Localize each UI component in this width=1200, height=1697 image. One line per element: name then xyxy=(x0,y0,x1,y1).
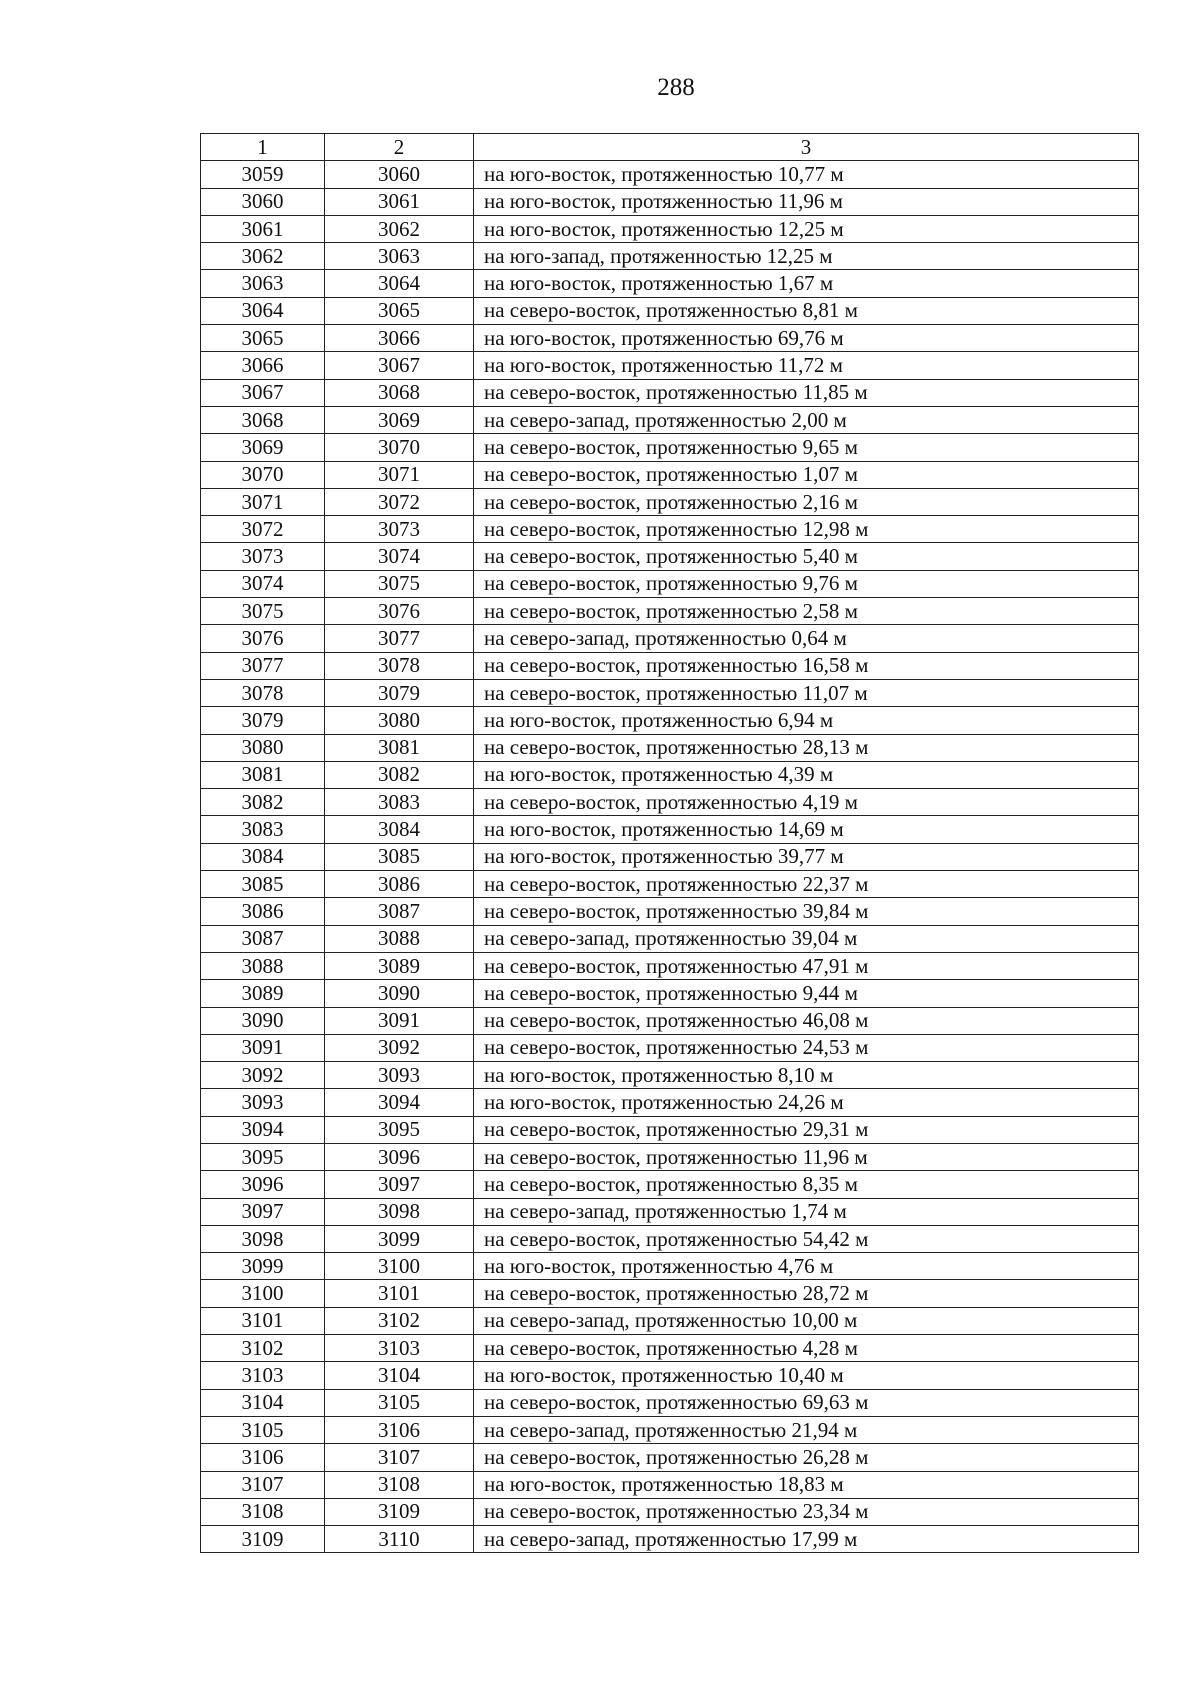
to-point-cell: 3064 xyxy=(325,270,474,297)
table-row xyxy=(201,761,1139,788)
direction-length-cell: на северо-восток, протяженностью 5,40 м xyxy=(474,543,1139,570)
table-row xyxy=(201,625,1139,652)
direction-length-cell: на юго-восток, протяженностью 14,69 м xyxy=(474,816,1139,843)
direction-length-cell: на северо-восток, протяженностью 2,16 м xyxy=(474,488,1139,515)
direction-length-cell: на северо-восток, протяженностью 54,42 м xyxy=(474,1225,1139,1252)
table-row xyxy=(201,1498,1139,1525)
direction-length-cell: на северо-восток, протяженностью 47,91 м xyxy=(474,952,1139,979)
to-point-cell: 3060 xyxy=(325,161,474,188)
from-point-cell: 3070 xyxy=(201,461,325,488)
direction-length-cell: на северо-запад, протяженностью 1,74 м xyxy=(474,1198,1139,1225)
table-row xyxy=(201,325,1139,352)
from-point-cell: 3085 xyxy=(201,871,325,898)
direction-length-cell: на северо-восток, протяженностью 28,13 м xyxy=(474,734,1139,761)
to-point-cell: 3085 xyxy=(325,843,474,870)
to-point-cell: 3084 xyxy=(325,816,474,843)
page-number: 288 xyxy=(657,74,695,101)
to-point-cell: 3109 xyxy=(325,1498,474,1525)
direction-length-cell: на северо-восток, протяженностью 8,35 м xyxy=(474,1171,1139,1198)
direction-length-cell: на юго-восток, протяженностью 12,25 м xyxy=(474,215,1139,242)
from-point-cell: 3096 xyxy=(201,1171,325,1198)
from-point-cell: 3106 xyxy=(201,1444,325,1471)
direction-length-cell: на юго-восток, протяженностью 8,10 м xyxy=(474,1062,1139,1089)
column-header-2: 2 xyxy=(325,134,474,161)
from-point-cell: 3081 xyxy=(201,761,325,788)
to-point-cell: 3067 xyxy=(325,352,474,379)
from-point-cell: 3108 xyxy=(201,1498,325,1525)
to-point-cell: 3061 xyxy=(325,188,474,215)
to-point-cell: 3082 xyxy=(325,761,474,788)
table-row xyxy=(201,215,1139,242)
direction-length-cell: на северо-восток, протяженностью 22,37 м xyxy=(474,871,1139,898)
table-row xyxy=(201,871,1139,898)
table-header-row xyxy=(201,134,1139,161)
from-point-cell: 3060 xyxy=(201,188,325,215)
to-point-cell: 3107 xyxy=(325,1444,474,1471)
column-header-3: 3 xyxy=(474,134,1139,161)
from-point-cell: 3079 xyxy=(201,707,325,734)
direction-length-cell: на северо-восток, протяженностью 1,07 м xyxy=(474,461,1139,488)
to-point-cell: 3069 xyxy=(325,406,474,433)
from-point-cell: 3076 xyxy=(201,625,325,652)
from-point-cell: 3092 xyxy=(201,1062,325,1089)
to-point-cell: 3103 xyxy=(325,1335,474,1362)
from-point-cell: 3074 xyxy=(201,570,325,597)
table-row xyxy=(201,1062,1139,1089)
direction-length-cell: на юго-восток, протяженностью 6,94 м xyxy=(474,707,1139,734)
from-point-cell: 3094 xyxy=(201,1116,325,1143)
boundary-table xyxy=(200,133,1139,1553)
direction-length-cell: на северо-восток, протяженностью 9,44 м xyxy=(474,980,1139,1007)
from-point-cell: 3089 xyxy=(201,980,325,1007)
from-point-cell: 3101 xyxy=(201,1307,325,1334)
direction-length-cell: на северо-восток, протяженностью 12,98 м xyxy=(474,516,1139,543)
table-row xyxy=(201,1225,1139,1252)
table-row xyxy=(201,1143,1139,1170)
table-row xyxy=(201,243,1139,270)
direction-length-cell: на юго-восток, протяженностью 11,72 м xyxy=(474,352,1139,379)
direction-length-cell: на юго-восток, протяженностью 4,39 м xyxy=(474,761,1139,788)
from-point-cell: 3103 xyxy=(201,1362,325,1389)
table-row xyxy=(201,543,1139,570)
table-row xyxy=(201,1171,1139,1198)
to-point-cell: 3101 xyxy=(325,1280,474,1307)
from-point-cell: 3066 xyxy=(201,352,325,379)
table-row xyxy=(201,1034,1139,1061)
to-point-cell: 3078 xyxy=(325,652,474,679)
from-point-cell: 3109 xyxy=(201,1526,325,1553)
to-point-cell: 3093 xyxy=(325,1062,474,1089)
direction-length-cell: на юго-запад, протяженностью 12,25 м xyxy=(474,243,1139,270)
from-point-cell: 3095 xyxy=(201,1143,325,1170)
direction-length-cell: на северо-запад, протяженностью 2,00 м xyxy=(474,406,1139,433)
to-point-cell: 3073 xyxy=(325,516,474,543)
table-row xyxy=(201,1253,1139,1280)
direction-length-cell: на северо-запад, протяженностью 17,99 м xyxy=(474,1526,1139,1553)
direction-length-cell: на северо-запад, протяженностью 39,04 м xyxy=(474,925,1139,952)
direction-length-cell: на северо-восток, протяженностью 4,19 м xyxy=(474,789,1139,816)
to-point-cell: 3104 xyxy=(325,1362,474,1389)
from-point-cell: 3104 xyxy=(201,1389,325,1416)
from-point-cell: 3059 xyxy=(201,161,325,188)
to-point-cell: 3077 xyxy=(325,625,474,652)
from-point-cell: 3098 xyxy=(201,1225,325,1252)
to-point-cell: 3092 xyxy=(325,1034,474,1061)
from-point-cell: 3083 xyxy=(201,816,325,843)
from-point-cell: 3062 xyxy=(201,243,325,270)
direction-length-cell: на северо-восток, протяженностью 9,76 м xyxy=(474,570,1139,597)
table-row xyxy=(201,1416,1139,1443)
from-point-cell: 3071 xyxy=(201,488,325,515)
direction-length-cell: на юго-восток, протяженностью 11,96 м xyxy=(474,188,1139,215)
direction-length-cell: на северо-восток, протяженностью 4,28 м xyxy=(474,1335,1139,1362)
direction-length-cell: на юго-восток, протяженностью 24,26 м xyxy=(474,1089,1139,1116)
from-point-cell: 3065 xyxy=(201,325,325,352)
table-row xyxy=(201,789,1139,816)
table-row xyxy=(201,270,1139,297)
table-row xyxy=(201,434,1139,461)
to-point-cell: 3094 xyxy=(325,1089,474,1116)
table-row xyxy=(201,488,1139,515)
direction-length-cell: на юго-восток, протяженностью 1,67 м xyxy=(474,270,1139,297)
from-point-cell: 3100 xyxy=(201,1280,325,1307)
from-point-cell: 3063 xyxy=(201,270,325,297)
table-row xyxy=(201,679,1139,706)
from-point-cell: 3072 xyxy=(201,516,325,543)
to-point-cell: 3066 xyxy=(325,325,474,352)
table-row xyxy=(201,188,1139,215)
table-row xyxy=(201,734,1139,761)
from-point-cell: 3107 xyxy=(201,1471,325,1498)
direction-length-cell: на северо-восток, протяженностью 11,96 м xyxy=(474,1143,1139,1170)
to-point-cell: 3102 xyxy=(325,1307,474,1334)
from-point-cell: 3061 xyxy=(201,215,325,242)
to-point-cell: 3071 xyxy=(325,461,474,488)
table-row xyxy=(201,1280,1139,1307)
direction-length-cell: на юго-восток, протяженностью 18,83 м xyxy=(474,1471,1139,1498)
table-row xyxy=(201,161,1139,188)
to-point-cell: 3080 xyxy=(325,707,474,734)
to-point-cell: 3089 xyxy=(325,952,474,979)
direction-length-cell: на северо-восток, протяженностью 11,07 м xyxy=(474,679,1139,706)
direction-length-cell: на северо-восток, протяженностью 11,85 м xyxy=(474,379,1139,406)
from-point-cell: 3067 xyxy=(201,379,325,406)
to-point-cell: 3086 xyxy=(325,871,474,898)
to-point-cell: 3068 xyxy=(325,379,474,406)
direction-length-cell: на северо-восток, протяженностью 16,58 м xyxy=(474,652,1139,679)
to-point-cell: 3075 xyxy=(325,570,474,597)
direction-length-cell: на северо-восток, протяженностью 24,53 м xyxy=(474,1034,1139,1061)
from-point-cell: 3084 xyxy=(201,843,325,870)
to-point-cell: 3063 xyxy=(325,243,474,270)
from-point-cell: 3077 xyxy=(201,652,325,679)
direction-length-cell: на северо-восток, протяженностью 39,84 м xyxy=(474,898,1139,925)
from-point-cell: 3075 xyxy=(201,598,325,625)
from-point-cell: 3105 xyxy=(201,1416,325,1443)
direction-length-cell: на северо-восток, протяженностью 29,31 м xyxy=(474,1116,1139,1143)
direction-length-cell: на северо-восток, протяженностью 69,63 м xyxy=(474,1389,1139,1416)
direction-length-cell: на юго-восток, протяженностью 10,77 м xyxy=(474,161,1139,188)
to-point-cell: 3105 xyxy=(325,1389,474,1416)
table-row xyxy=(201,1362,1139,1389)
table-row xyxy=(201,898,1139,925)
table-row xyxy=(201,516,1139,543)
table-row xyxy=(201,352,1139,379)
direction-length-cell: на северо-восток, протяженностью 2,58 м xyxy=(474,598,1139,625)
table-row xyxy=(201,843,1139,870)
to-point-cell: 3074 xyxy=(325,543,474,570)
direction-length-cell: на юго-восток, протяженностью 39,77 м xyxy=(474,843,1139,870)
table-row xyxy=(201,1198,1139,1225)
direction-length-cell: на северо-восток, протяженностью 46,08 м xyxy=(474,1007,1139,1034)
table-row xyxy=(201,1335,1139,1362)
to-point-cell: 3079 xyxy=(325,679,474,706)
to-point-cell: 3108 xyxy=(325,1471,474,1498)
to-point-cell: 3076 xyxy=(325,598,474,625)
direction-length-cell: на юго-восток, протяженностью 69,76 м xyxy=(474,325,1139,352)
direction-length-cell: на северо-запад, протяженностью 0,64 м xyxy=(474,625,1139,652)
from-point-cell: 3078 xyxy=(201,679,325,706)
table-row xyxy=(201,1389,1139,1416)
to-point-cell: 3090 xyxy=(325,980,474,1007)
table-row xyxy=(201,925,1139,952)
table-row xyxy=(201,1444,1139,1471)
to-point-cell: 3095 xyxy=(325,1116,474,1143)
direction-length-cell: на северо-восток, протяженностью 23,34 м xyxy=(474,1498,1139,1525)
direction-length-cell: на северо-восток, протяженностью 26,28 м xyxy=(474,1444,1139,1471)
table-row xyxy=(201,1307,1139,1334)
from-point-cell: 3086 xyxy=(201,898,325,925)
table-row xyxy=(201,1007,1139,1034)
table-row xyxy=(201,707,1139,734)
column-header-1: 1 xyxy=(201,134,325,161)
from-point-cell: 3088 xyxy=(201,952,325,979)
from-point-cell: 3080 xyxy=(201,734,325,761)
to-point-cell: 3083 xyxy=(325,789,474,816)
table-row xyxy=(201,1116,1139,1143)
to-point-cell: 3099 xyxy=(325,1225,474,1252)
from-point-cell: 3097 xyxy=(201,1198,325,1225)
to-point-cell: 3062 xyxy=(325,215,474,242)
from-point-cell: 3069 xyxy=(201,434,325,461)
to-point-cell: 3106 xyxy=(325,1416,474,1443)
table-row xyxy=(201,461,1139,488)
from-point-cell: 3064 xyxy=(201,297,325,324)
from-point-cell: 3102 xyxy=(201,1335,325,1362)
to-point-cell: 3070 xyxy=(325,434,474,461)
table-row xyxy=(201,816,1139,843)
to-point-cell: 3081 xyxy=(325,734,474,761)
direction-length-cell: на северо-восток, протяженностью 8,81 м xyxy=(474,297,1139,324)
table-row xyxy=(201,570,1139,597)
to-point-cell: 3088 xyxy=(325,925,474,952)
to-point-cell: 3091 xyxy=(325,1007,474,1034)
to-point-cell: 3072 xyxy=(325,488,474,515)
table-row xyxy=(201,1089,1139,1116)
to-point-cell: 3097 xyxy=(325,1171,474,1198)
to-point-cell: 3100 xyxy=(325,1253,474,1280)
direction-length-cell: на юго-восток, протяженностью 4,76 м xyxy=(474,1253,1139,1280)
to-point-cell: 3096 xyxy=(325,1143,474,1170)
direction-length-cell: на северо-запад, протяженностью 21,94 м xyxy=(474,1416,1139,1443)
table-row xyxy=(201,1526,1139,1553)
table-row xyxy=(201,297,1139,324)
from-point-cell: 3082 xyxy=(201,789,325,816)
to-point-cell: 3098 xyxy=(325,1198,474,1225)
direction-length-cell: на северо-запад, протяженностью 10,00 м xyxy=(474,1307,1139,1334)
direction-length-cell: на северо-восток, протяженностью 28,72 м xyxy=(474,1280,1139,1307)
from-point-cell: 3073 xyxy=(201,543,325,570)
table-row xyxy=(201,980,1139,1007)
from-point-cell: 3087 xyxy=(201,925,325,952)
from-point-cell: 3090 xyxy=(201,1007,325,1034)
to-point-cell: 3087 xyxy=(325,898,474,925)
direction-length-cell: на северо-восток, протяженностью 9,65 м xyxy=(474,434,1139,461)
from-point-cell: 3093 xyxy=(201,1089,325,1116)
table-row xyxy=(201,1471,1139,1498)
table-row xyxy=(201,406,1139,433)
from-point-cell: 3091 xyxy=(201,1034,325,1061)
table-row xyxy=(201,952,1139,979)
to-point-cell: 3065 xyxy=(325,297,474,324)
to-point-cell: 3110 xyxy=(325,1526,474,1553)
from-point-cell: 3068 xyxy=(201,406,325,433)
from-point-cell: 3099 xyxy=(201,1253,325,1280)
table-body xyxy=(201,134,1139,1553)
table-row xyxy=(201,652,1139,679)
direction-length-cell: на юго-восток, протяженностью 10,40 м xyxy=(474,1362,1139,1389)
table-row xyxy=(201,379,1139,406)
table-row xyxy=(201,598,1139,625)
